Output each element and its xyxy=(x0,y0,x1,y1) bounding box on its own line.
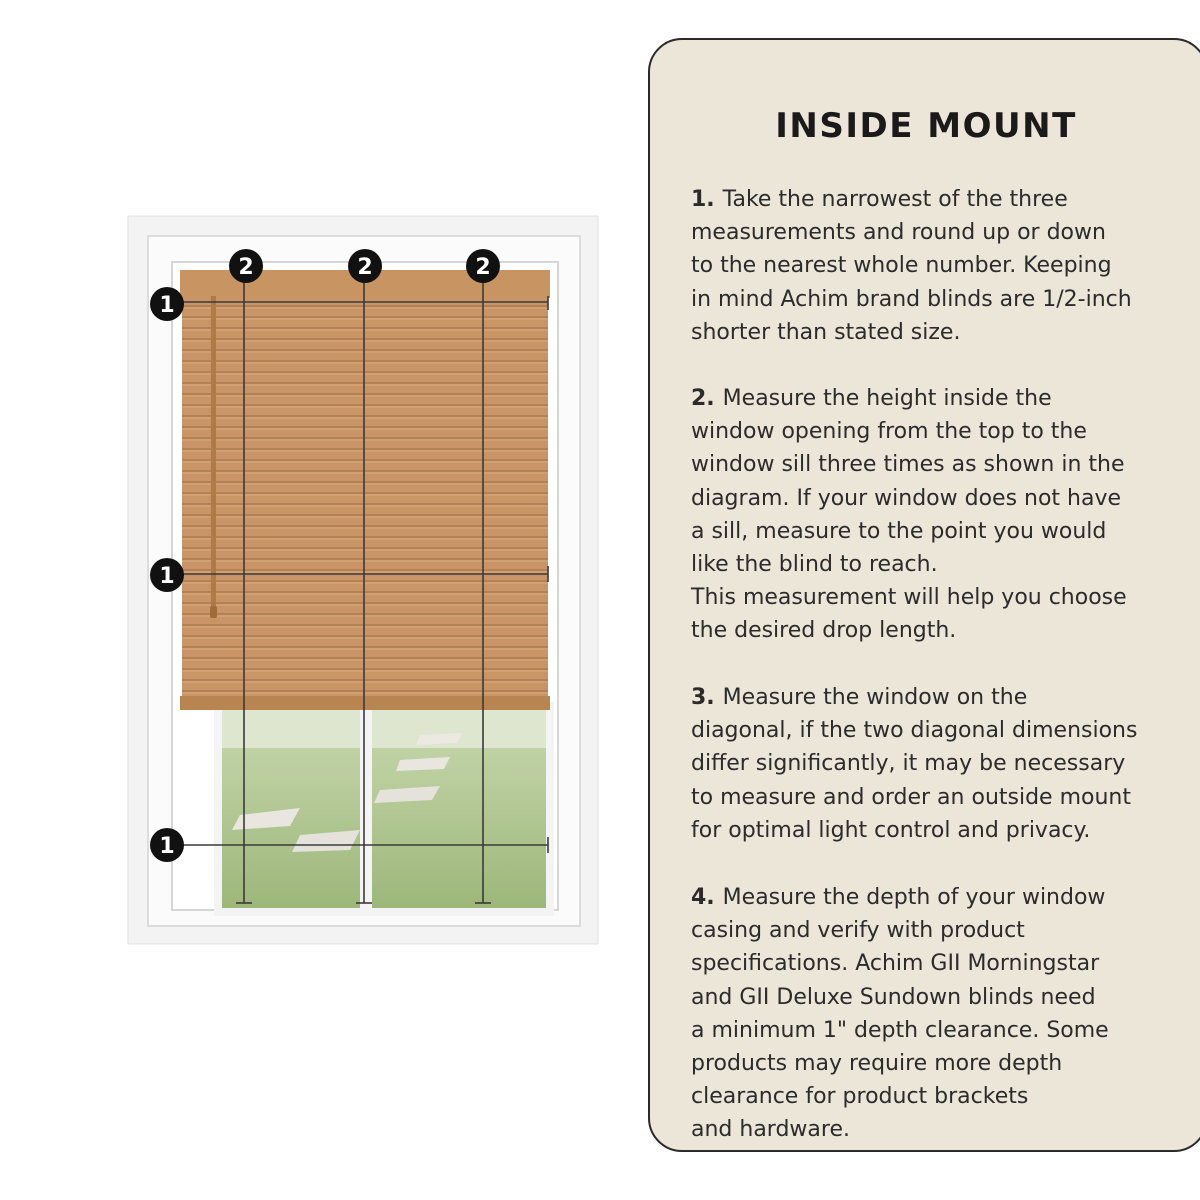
step-3 xyxy=(691,681,1191,847)
marker-label: 1 xyxy=(159,834,175,859)
marker-label: 2 xyxy=(357,255,373,280)
marker-height-top xyxy=(150,287,184,321)
marker-width-right xyxy=(466,249,500,283)
step-1 xyxy=(691,183,1191,349)
lawn-far xyxy=(220,708,550,748)
blind-bottom-rail xyxy=(180,696,550,710)
step-number: 3. xyxy=(691,685,715,710)
window-view xyxy=(220,708,550,908)
step-number: 4. xyxy=(691,885,715,910)
inside-mount-card xyxy=(648,38,1200,1152)
marker-width-center xyxy=(348,249,382,283)
marker-height-middle xyxy=(150,558,184,592)
step-text: Take the narrowest of the three measurements and round up or down to the nearest whole number. Keeping in mind Achim brand blinds are 1/2-inch shorter than stated size. xyxy=(691,187,1132,345)
card-title: INSIDE MOUNT xyxy=(775,106,1077,146)
step-number: 1. xyxy=(691,187,715,212)
marker-label: 1 xyxy=(159,293,175,318)
step-2 xyxy=(691,382,1191,648)
step-number: 2. xyxy=(691,386,715,411)
step-text: Measure the depth of your window casing and verify with product specifications. Achim GII Morningstar and GII Deluxe Sundown blinds need a minimum 1" depth clearance. Some products may require more depth clearance for product brackets and hardware. xyxy=(691,885,1109,1143)
marker-label: 1 xyxy=(159,564,175,589)
marker-label: 2 xyxy=(238,255,254,280)
blind-wand-tip xyxy=(210,606,217,618)
marker-height-bottom xyxy=(150,828,184,862)
marker-label: 2 xyxy=(475,255,491,280)
step-4 xyxy=(691,881,1191,1147)
step-text: Measure the height inside the window opening from the top to the window sill three times as shown in the diagram. If your window does not have a sill, measure to the point you would like the blind to reach. This measurement will help you choose the desired drop length. xyxy=(691,386,1127,644)
step-text: Measure the window on the diagonal, if the two diagonal dimensions differ significantly, it may be necessary to measure and order an outside mount for optimal light control and privacy. xyxy=(691,685,1138,843)
blind-wand xyxy=(211,296,216,614)
wood-blind xyxy=(180,270,550,710)
marker-width-left xyxy=(229,249,263,283)
